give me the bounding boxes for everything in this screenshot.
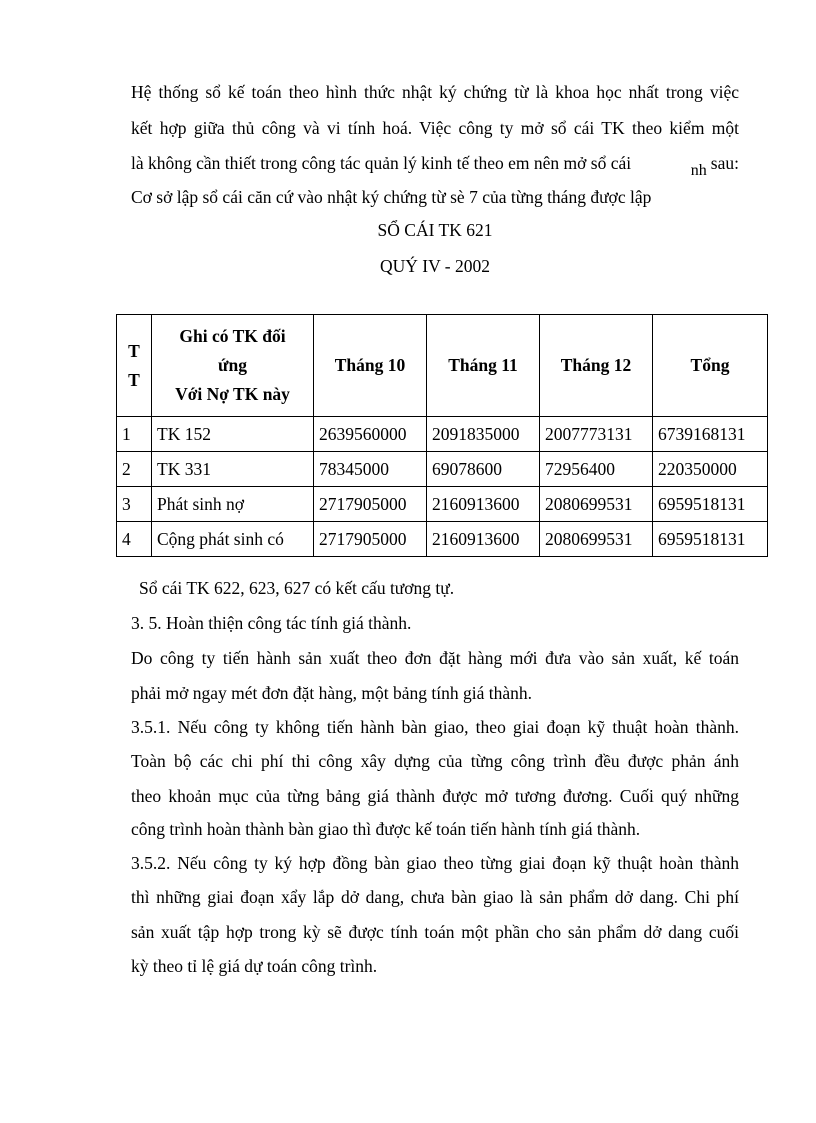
paragraph-1-line-2: phải mở ngay mét đơn đặt hàng, một bảng tính giá thành. (131, 683, 533, 703)
paragraph-3-line-3: sản xuất tập hợp trong kỳ sẽ được tính toán một phần cho sản phẩm dở dang cuối (131, 922, 739, 942)
row-number: 3 (117, 487, 152, 522)
row-number: 1 (117, 417, 152, 452)
ledger-title: SỔ CÁI TK 621 (377, 220, 493, 240)
header-total: Tổng (653, 315, 768, 417)
paragraph-2-line-4: công trình hoàn thành bàn giao thì được kế toán tiến hành tính giá thành. (131, 819, 641, 839)
row-month-11: 2091835000 (427, 417, 540, 452)
row-month-10: 2639560000 (314, 417, 427, 452)
paragraph-1-line-1: Do công ty tiến hành sản xuất theo đơn đặt hàng mới đưa vào sản xuất, kế toán (131, 648, 739, 668)
row-month-12: 72956400 (540, 452, 653, 487)
table-row (117, 452, 768, 487)
header-month-12: Tháng 12 (540, 315, 653, 417)
intro-line-4: Cơ sở lập sổ cái căn cứ vào nhật ký chứng từ sè 7 của từng tháng được lập (131, 187, 652, 207)
intro-line-3-end: sau: (710, 153, 739, 173)
section-heading: 3. 5. Hoàn thiện công tác tính giá thành. (131, 613, 412, 633)
table-row (117, 417, 768, 452)
row-account: Cộng phát sinh có (152, 522, 314, 557)
intro-line-3-text: là không cần thiết trong công tác quản lý kinh tế theo em nên mở sổ cái (131, 153, 632, 173)
table-row (117, 522, 768, 557)
row-total: 220350000 (653, 452, 768, 487)
header-tt: T T (117, 315, 152, 417)
paragraph-3-line-1: 3.5.2. Nếu công ty ký hợp đồng bàn giao theo từng giai đoạn kỹ thuật hoàn thành (131, 853, 739, 873)
row-number: 4 (117, 522, 152, 557)
ledger-subtitle: QUÝ IV - 2002 (379, 256, 491, 276)
row-month-12: 2080699531 (540, 522, 653, 557)
table-row (117, 487, 768, 522)
paragraph-3-line-4: kỳ theo tỉ lệ giá dự toán công trình. (131, 956, 378, 976)
header-account: Ghi có TK đối ứng Với Nợ TK này (152, 315, 314, 417)
row-month-11: 2160913600 (427, 522, 540, 557)
row-month-12: 2007773131 (540, 417, 653, 452)
paragraph-2-line-1: 3.5.1. Nếu công ty không tiến hành bàn giao, theo giai đoạn kỹ thuật hoàn thành. (131, 717, 739, 737)
row-number: 2 (117, 452, 152, 487)
row-month-10: 2717905000 (314, 522, 427, 557)
ledger-table (116, 314, 768, 557)
row-month-12: 2080699531 (540, 487, 653, 522)
paragraph-2-line-2: Toàn bộ các chi phí thi công xây dựng của từng công trình đều được phản ánh (131, 751, 739, 771)
paragraph-2-line-3: theo khoản mục của từng bảng giá thành được mở tương đương. Cuối quý những (131, 786, 739, 806)
row-total: 6959518131 (653, 522, 768, 557)
row-total: 6959518131 (653, 487, 768, 522)
row-month-10: 2717905000 (314, 487, 427, 522)
intro-line-1: Hệ thống sổ kế toán theo hình thức nhật ký chứng từ là khoa học nhất trong việc (131, 82, 739, 102)
table-header-row (117, 315, 768, 417)
row-total: 6739168131 (653, 417, 768, 452)
row-account: TK 331 (152, 452, 314, 487)
row-month-10: 78345000 (314, 452, 427, 487)
row-account: Phát sinh nợ (152, 487, 314, 522)
row-month-11: 2160913600 (427, 487, 540, 522)
header-month-10: Tháng 10 (314, 315, 427, 417)
row-month-11: 69078600 (427, 452, 540, 487)
header-month-11: Tháng 11 (427, 315, 540, 417)
intro-line-2: kết hợp giữa thủ công và vi tính hoá. Việc công ty mở sổ cái TK theo kiểm một (131, 118, 739, 138)
row-account: TK 152 (152, 417, 314, 452)
note-line: Sổ cái TK 622, 623, 627 có kết cấu tương tự. (139, 578, 455, 598)
intro-line-3-sub: nh (690, 162, 707, 179)
paragraph-3-line-2: thì những giai đoạn xẩy lắp dở dang, chưa bàn giao là sản phẩm dở dang. Chi phí (131, 887, 739, 907)
intro-line-3 (131, 152, 739, 179)
